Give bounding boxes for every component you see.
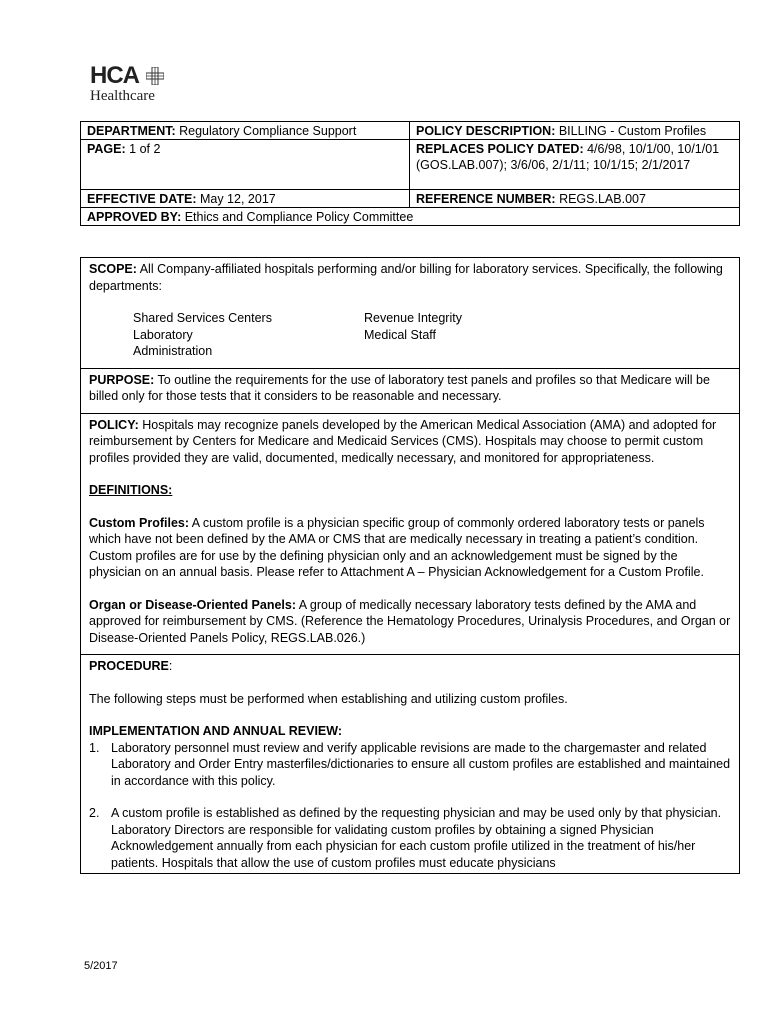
- page-cell: PAGE: 1 of 2: [81, 140, 410, 190]
- approved-by-cell: APPROVED BY: Ethics and Compliance Policy Committee: [81, 208, 740, 226]
- hca-plus-icon: [146, 67, 164, 85]
- footer-date: 5/2017: [84, 960, 118, 972]
- department-item: Administration: [133, 344, 213, 358]
- department-item: Medical Staff: [364, 327, 437, 342]
- effective-date-cell: EFFECTIVE DATE: May 12, 2017: [81, 190, 410, 208]
- list-item: 2. A custom profile is established as defined by the requesting physician and may be used only by that physician. Laboratory Directors are responsible for validating custom profiles by obtaining a signed Physician Acknowledgement annually from each physician for each custom profile utilized in the treatment of his/her patients. Hospitals that allow the use of custom profiles must educate physicians: [89, 806, 722, 870]
- logo-subtitle: Healthcare: [90, 88, 155, 104]
- department-item: Laboratory: [133, 327, 193, 342]
- policy-header-table: [80, 121, 740, 226]
- reference-number-cell: REFERENCE NUMBER: REGS.LAB.007: [410, 190, 740, 208]
- policy-description-cell: POLICY DESCRIPTION: BILLING - Custom Profiles: [410, 122, 740, 140]
- custom-profiles-definition: Custom Profiles: A custom profile is a physician specific group of commonly ordered laboratory tests or panels which have not been defined by the AMA or CMS that are medically necessary in treating a patient’s condition. Custom profiles are for use by the defining physician only and an acknowledgement must be signed by the physician on an annual basis. Please refer to Attachment A – Physician Acknowledgement for a Custom Profile.: [89, 515, 705, 579]
- policy-section: POLICY: Hospitals may recognize panels developed by the American Medical Association (AMA) and adopted for reimbursement by Centers for Medicare and Medicaid Services (CMS). Hospitals may choose to permit custom profiles provided they are valid, documented, medically necessary, and monitored for appropriateness. DEFINITIONS: Custom Profiles: A custom profile is a physician specific group of commonly ordered laboratory tests or panels which have not been defined by the AMA or CMS that are medically necessary in treating a patient’s condition. Custom profiles are for use by the defining physician only and an acknowledgement must be signed by the physician on an annual basis. Please refer to Attachment A – Physician Acknowledgement for a Custom Profile. Organ or Disease-Oriented Panels: A group of medically necessary laboratory tests defined by the AMA and approved for reimbursement by CMS. (Reference the Hematology Procedures, Urinalysis Procedures, and Organ or Disease-Oriented Panels Policy, REGS.LAB.026.): [81, 414, 739, 656]
- policy-body: [80, 257, 740, 874]
- procedure-section: PROCEDURE: The following steps must be performed when establishing and utilizing custom profiles. IMPLEMENTATION AND ANNUAL REVIEW: 1. Laboratory personnel must review and verify applicable revisions are made to the chargemaster and related Laboratory and Order Entry masterfiles/dictionaries to ensure all custom profiles are established and maintained in accordance with this policy. 2. A custom profile is established as defined by the requesting physician and may be used only by that physician. Laboratory Directors are responsible for validating custom profiles by obtaining a signed Physician Acknowledgement annually from each physician for each custom profile utilized in the treatment of his/her patients. Hospitals that allow the use of custom profiles must educate physicians: [81, 655, 739, 874]
- procedure-intro: The following steps must be performed when establishing and utilizing custom profiles.: [89, 691, 568, 706]
- organ-panels-definition: Organ or Disease-Oriented Panels: A group of medically necessary laboratory tests defined by the AMA and approved for reimbursement by CMS. (Reference the Hematology Procedures, Urinalysis Procedures, and Organ or Disease-Oriented Panels Policy, REGS.LAB.026.): [89, 597, 731, 645]
- department-item: Shared Services Centers: [133, 311, 272, 325]
- departments-list: [89, 310, 731, 360]
- scope-section: SCOPE: All Company-affiliated hospitals performing and/or billing for laboratory services. Specifically, the following departments: Shared Services Centers Laboratory Administration Revenue Integrity Medical Staff: [81, 258, 739, 369]
- purpose-section: PURPOSE: To outline the requirements for the use of laboratory test panels and profiles so that Medicare will be billed only for those tests that it considers to be reasonable and necessary.: [81, 369, 739, 414]
- hca-healthcare-logo: [90, 64, 180, 106]
- replaces-policy-cell: REPLACES POLICY DATED: 4/6/98, 10/1/00, 10/1/01 (GOS.LAB.007); 3/6/06, 2/1/11; 10/1/15; 2/1/2017: [410, 140, 740, 190]
- definitions-heading: DEFINITIONS:: [89, 483, 173, 497]
- implementation-heading: IMPLEMENTATION AND ANNUAL REVIEW:: [89, 724, 343, 738]
- procedure-steps: [89, 740, 731, 872]
- department-item: Revenue Integrity: [364, 311, 462, 325]
- list-item: 1. Laboratory personnel must review and verify applicable revisions are made to the chargemaster and related Laboratory and Order Entry masterfiles/dictionaries to ensure all custom profiles are established and maintained in accordance with this policy.: [89, 740, 731, 788]
- logo-brand: HCA: [90, 62, 139, 89]
- department-cell: DEPARTMENT: Regulatory Compliance Support: [81, 122, 410, 140]
